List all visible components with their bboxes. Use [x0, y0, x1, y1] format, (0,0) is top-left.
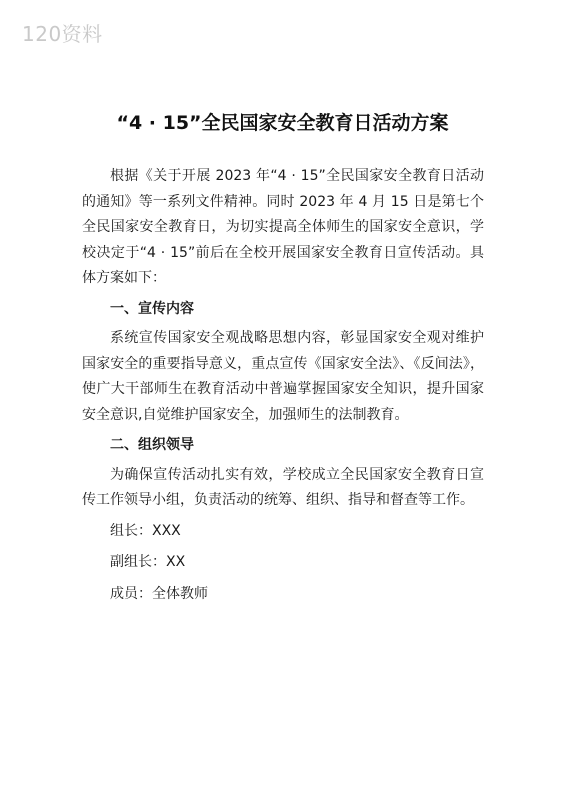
section-heading-organization: 二、组织领导: [110, 437, 194, 453]
organization-paragraph: 为确保宣传活动扎实有效，学校成立全民国家安全教育日宣传工作领导小组，负责活动的统筹、组织、指导和督查等工作。: [82, 466, 484, 508]
member-staff: 成员：全体教师: [110, 585, 208, 602]
member-deputy-leader: 副组长：XX: [110, 554, 186, 570]
section-heading-publicity: 一、宣传内容: [110, 300, 194, 317]
intro-paragraph: 根据《关于开展 2023 年“4 · 15”全民国家安全教育日活动的通知》等一系列文件精神。同时 2023 年 4 月 15 日是第七个全民国家安全教育日，为切实提高全体师生的国家安全意识，学校决定于“4 · 15”前后在全校开展国家安全教育日宣传活动。具体方案如下：: [82, 168, 484, 286]
member-leader: 组长：XXX: [110, 522, 181, 539]
document-body: [82, 164, 484, 613]
watermark: 120资料: [22, 22, 103, 46]
document-title: “4 · 15”全民国家安全教育日活动方案: [116, 112, 449, 134]
publicity-paragraph: 系统宣传国家安全观战略思想内容，彰显国家安全观对维护国家安全的重要指导意义，重点宣传《国家安全法》、《反间法》，使广大干部师生在教育活动中普遍掌握国家安全知识，提升国家安全意识,自觉维护国家安全，加强师生的法制教育。: [82, 330, 484, 423]
